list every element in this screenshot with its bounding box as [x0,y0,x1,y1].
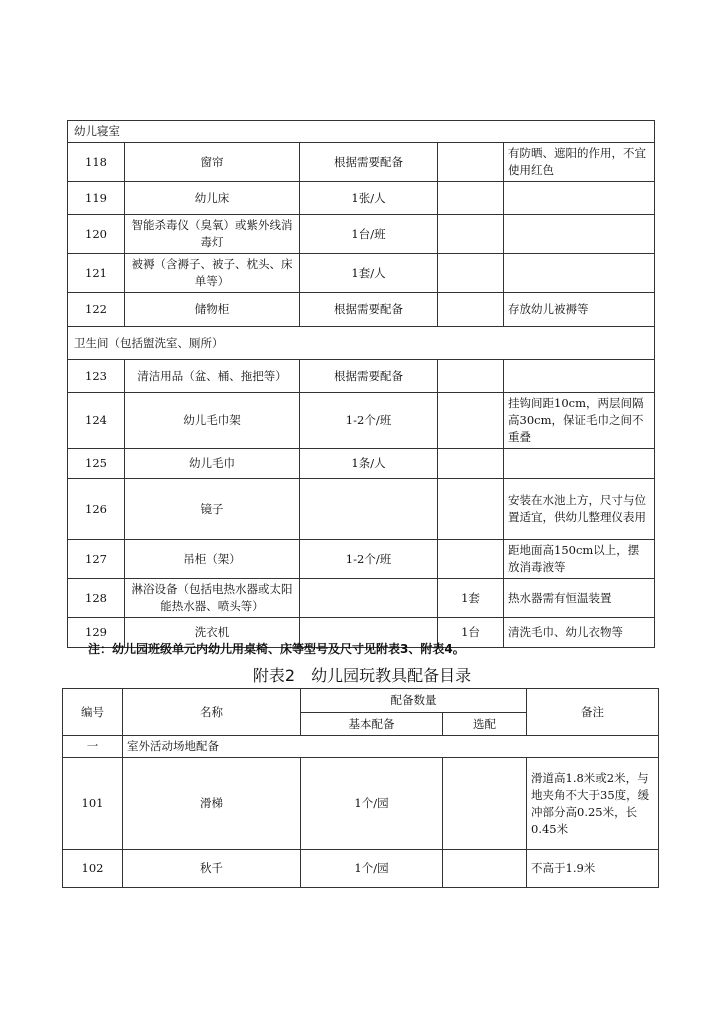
cell-basic: 根据需要配备 [300,360,438,393]
cell-name: 滑梯 [123,758,301,850]
cell-name: 吊柜（架） [125,540,300,579]
table-row [68,143,655,182]
section-row [68,327,655,360]
cell-name: 智能杀毒仪（臭氧）或紫外线消毒灯 [125,215,300,254]
table-row [68,579,655,618]
cell-number: 128 [68,579,125,618]
cell-basic: 根据需要配备 [300,143,438,182]
cell-basic [300,479,438,540]
table-row [68,360,655,393]
table-row [68,215,655,254]
cell-optional [438,360,504,393]
cell-optional [438,540,504,579]
cell-name: 幼儿毛巾 [125,449,300,479]
table-row [68,540,655,579]
table-row [63,758,659,850]
table-row [68,393,655,449]
toys-equipment-table [62,688,659,888]
cell-basic: 根据需要配备 [300,293,438,327]
cell-name: 洗衣机 [125,618,300,648]
header-row [63,689,659,713]
cell-remark [504,449,655,479]
cell-optional [438,449,504,479]
cell-number: 102 [63,850,123,888]
cell-name: 秋千 [123,850,301,888]
cell-optional [438,254,504,293]
table-row [68,449,655,479]
cell-number: 120 [68,215,125,254]
cell-number: 122 [68,293,125,327]
cell-optional: 1套 [438,579,504,618]
cell-name: 清洁用品（盆、桶、拖把等） [125,360,300,393]
cell-basic: 1张/人 [300,182,438,215]
cell-number: 127 [68,540,125,579]
section-title: 卫生间（包括盥洗室、厕所） [68,327,655,360]
cell-name: 镜子 [125,479,300,540]
cell-number: 121 [68,254,125,293]
cell-name: 窗帘 [125,143,300,182]
header-quantity: 配备数量 [301,689,527,713]
cell-number: 123 [68,360,125,393]
toys-table-body [63,689,659,888]
section-row [68,121,655,143]
cell-optional [438,293,504,327]
cell-optional: 1台 [438,618,504,648]
cell-remark [504,254,655,293]
cell-remark: 存放幼儿被褥等 [504,293,655,327]
cell-name: 被褥（含褥子、被子、枕头、床单等） [125,254,300,293]
cell-remark: 挂钩间距10cm，两层间隔高30cm，保证毛巾之间不重叠 [504,393,655,449]
cell-number: 119 [68,182,125,215]
table-row [68,479,655,540]
cell-remark: 有防晒、遮阳的作用，不宜使用红色 [504,143,655,182]
table-row [68,182,655,215]
cell-number: 125 [68,449,125,479]
cell-remark [504,215,655,254]
appendix2-title: 附表2 幼儿园玩教具配备目录 [252,666,472,685]
cell-remark: 安装在水池上方，尺寸与位置适宜，供幼儿整理仪表用 [504,479,655,540]
section-title: 室外活动场地配备 [123,736,659,758]
cell-basic [300,579,438,618]
cell-name: 幼儿毛巾架 [125,393,300,449]
section-number: 一 [63,736,123,758]
cell-optional [438,393,504,449]
header-remark: 备注 [527,689,659,736]
header-basic: 基本配备 [301,713,443,736]
cell-name: 储物柜 [125,293,300,327]
cell-basic: 1-2个/班 [300,393,438,449]
table-note: 注：幼儿园班级单元内幼儿用桌椅、床等型号及尺寸见附表3、附表4。 [88,642,465,656]
header-optional: 选配 [443,713,527,736]
section-title: 幼儿寝室 [68,121,655,143]
cell-basic: 1台/班 [300,215,438,254]
cell-number: 126 [68,479,125,540]
cell-optional [438,143,504,182]
cell-number: 118 [68,143,125,182]
cell-optional [443,850,527,888]
table-row [68,254,655,293]
cell-basic: 1个/园 [301,758,443,850]
cell-basic: 1套/人 [300,254,438,293]
cell-number: 129 [68,618,125,648]
cell-remark: 距地面高150cm以上，摆放消毒液等 [504,540,655,579]
cell-name: 幼儿床 [125,182,300,215]
equipment-table-body [68,121,655,648]
section-row [63,736,659,758]
cell-basic: 1个/园 [301,850,443,888]
cell-basic: 1-2个/班 [300,540,438,579]
cell-number: 124 [68,393,125,449]
cell-remark: 不高于1.9米 [527,850,659,888]
cell-optional [443,758,527,850]
cell-remark: 热水器需有恒温装置 [504,579,655,618]
cell-remark: 清洗毛巾、幼儿衣物等 [504,618,655,648]
header-no: 编号 [63,689,123,736]
table-row [68,293,655,327]
cell-remark: 滑道高1.8米或2米，与地夹角不大于35度，缓冲部分高0.25米，长0.45米 [527,758,659,850]
cell-number: 101 [63,758,123,850]
cell-optional [438,479,504,540]
cell-remark [504,360,655,393]
equipment-table-continued [67,120,655,648]
cell-name: 淋浴设备（包括电热水器或太阳能热水器、喷头等） [125,579,300,618]
cell-optional [438,215,504,254]
header-name: 名称 [123,689,301,736]
cell-remark [504,182,655,215]
cell-optional [438,182,504,215]
table-row [63,850,659,888]
cell-basic: 1条/人 [300,449,438,479]
